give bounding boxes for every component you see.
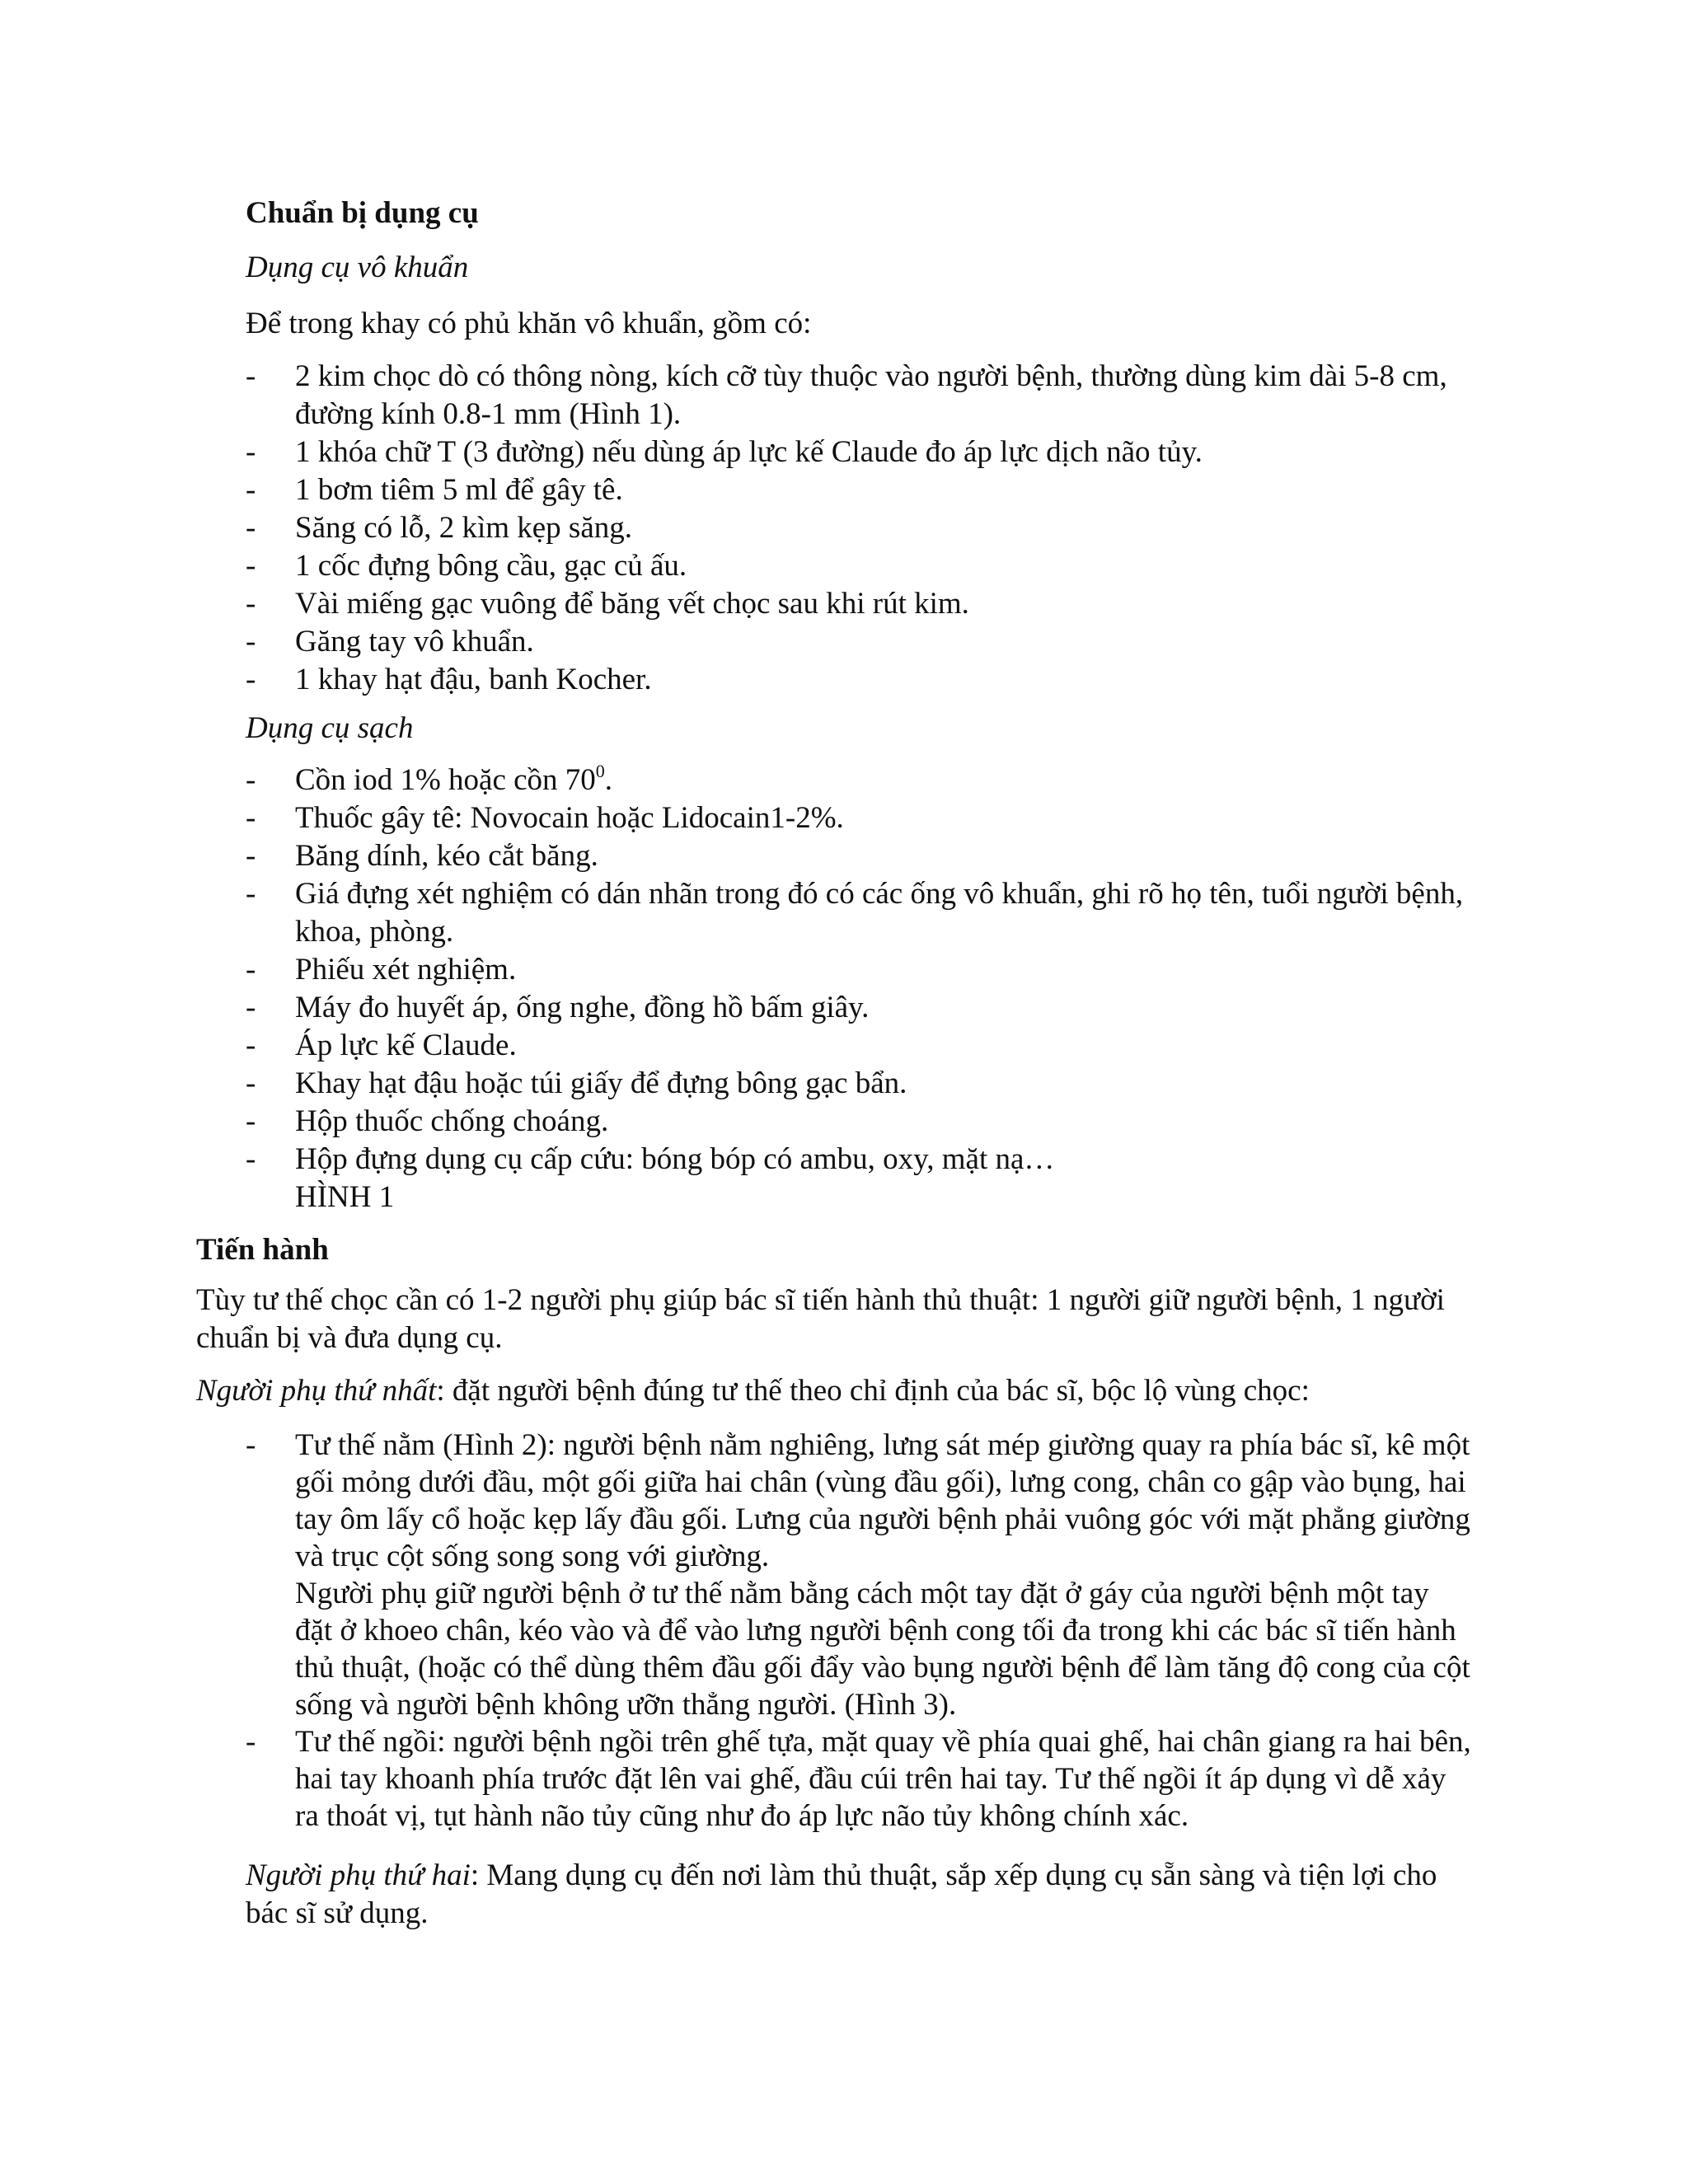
figure-label: HÌNH 1 <box>295 1180 395 1214</box>
sterile-list <box>246 358 1482 699</box>
subheading-sterile: Dụng cụ vô khuẩn <box>246 251 469 284</box>
subheading-clean: Dụng cụ sạch <box>246 711 414 745</box>
list-item: - Găng tay vô khuẩn. <box>246 623 1482 661</box>
superscript-degree: 0 <box>595 760 605 781</box>
list-item <box>246 762 1482 799</box>
list-item: - Máy đo huyết áp, ống nghe, đồng hồ bấm giây. <box>246 989 1482 1027</box>
list-item: - Khay hạt đậu hoặc túi giấy để đựng bông gạc bẩn. <box>246 1065 1482 1103</box>
list-item: - Hộp thuốc chống choáng. <box>246 1103 1482 1141</box>
clean-item-1-end: . <box>604 763 613 797</box>
position-list <box>246 1427 1474 1835</box>
list-item: - 1 khóa chữ T (3 đường) nếu dùng áp lực kế Claude đo áp lực dịch não tủy. <box>246 434 1482 471</box>
list-item: - Phiếu xét nghiệm. <box>246 951 1482 989</box>
assistant-1-text: : đặt người bệnh đúng tư thế theo chỉ định của bác sĩ, bộc lộ vùng chọc: <box>436 1374 1310 1408</box>
assistant-2-text: : Mang dụng cụ đến nơi làm thủ thuật, sắp xếp dụng cụ sẵn sàng và tiện lợi cho bác sĩ sử dụng. <box>246 1858 1437 1930</box>
list-item: - 1 cốc đựng bông cầu, gạc củ ấu. <box>246 547 1482 585</box>
assistant-2-paragraph <box>246 1857 1482 1933</box>
list-item: - 1 bơm tiêm 5 ml để gây tê. <box>246 471 1482 509</box>
assistant-1-paragraph <box>196 1372 1482 1410</box>
list-item: - Săng có lỗ, 2 kìm kẹp săng. <box>246 509 1482 547</box>
assistant-2-label: Người phụ thứ hai <box>246 1858 471 1892</box>
clean-list <box>246 762 1482 1216</box>
list-item: - Áp lực kế Claude. <box>246 1027 1482 1065</box>
list-item-continuation: Người phụ giữ người bệnh ở tư thế nằm bằng cách một tay đặt ở gáy của người bệnh một tay đặt ở khoeo chân, kéo vào và để vào lưng người bệnh cong tối đa trong khi các bác sĩ tiến hành thủ thuật, (hoặc có thể dùng thêm đầu gối đẩy vào bụng người bệnh để làm tăng độ cong của cột sống và người bệnh không ưỡn thẳng người. (Hình 3). <box>295 1577 1470 1722</box>
heading-procedure: Tiến hành <box>196 1233 329 1267</box>
assistant-1-label: Người phụ thứ nhất <box>196 1374 437 1408</box>
list-item: - Hộp đựng dụng cụ cấp cứu: bóng bóp có ambu, oxy, mặt nạ… <box>246 1141 1482 1179</box>
list-item: - Vài miếng gạc vuông để băng vết chọc sau khi rút kim. <box>246 585 1482 623</box>
list-item: - Băng dính, kéo cắt băng. <box>246 837 1482 875</box>
sterile-intro: Để trong khay có phủ khăn vô khuẩn, gồm có: <box>246 307 812 340</box>
procedure-intro: Tùy tư thế chọc cần có 1-2 người phụ giúp bác sĩ tiến hành thủ thuật: 1 người giữ người bệnh, 1 người chuẩn bị và đưa dụng cụ. <box>196 1283 1445 1355</box>
list-item: - 2 kim chọc dò có thông nòng, kích cỡ tùy thuộc vào người bệnh, thường dùng kim dài 5-8 cm, đường kính 0.8-1 mm (Hình 1). <box>246 358 1482 434</box>
list-item: - 1 khay hạt đậu, banh Kocher. <box>246 661 1482 699</box>
heading-prepare: Chuẩn bị dụng cụ <box>246 196 479 230</box>
list-item: - Giá đựng xét nghiệm có dán nhãn trong đó có các ống vô khuẩn, ghi rõ họ tên, tuổi người bệnh, khoa, phòng. <box>246 875 1482 951</box>
list-item: - Tư thế ngồi: người bệnh ngồi trên ghế tựa, mặt quay về phía quai ghế, hai chân giang ra hai bên, hai tay khoanh phía trước đặt lên vai ghế, đầu cúi trên hai tay. Tư thế ngồi ít áp dụng vì dễ xảy ra thoát vị, tụt hành não tủy cũng như đo áp lực não tủy không chính xác. <box>246 1723 1474 1835</box>
list-item: - Thuốc gây tê: Novocain hoặc Lidocain1-2%. <box>246 799 1482 837</box>
list-item: - Tư thế nằm (Hình 2): người bệnh nằm nghiêng, lưng sát mép giường quay ra phía bác sĩ, kê một gối mỏng dưới đầu, một gối giữa hai chân (vùng đầu gối), lưng cong, chân co gập vào bụng, hai tay ôm lấy cổ hoặc kẹp lấy đầu gối. Lưng của người bệnh phải vuông góc với mặt phẳng giường và trục cột sống song song với giường. <box>246 1427 1474 1575</box>
clean-item-1-text: Cồn iod 1% hoặc cồn 70 <box>295 763 596 797</box>
